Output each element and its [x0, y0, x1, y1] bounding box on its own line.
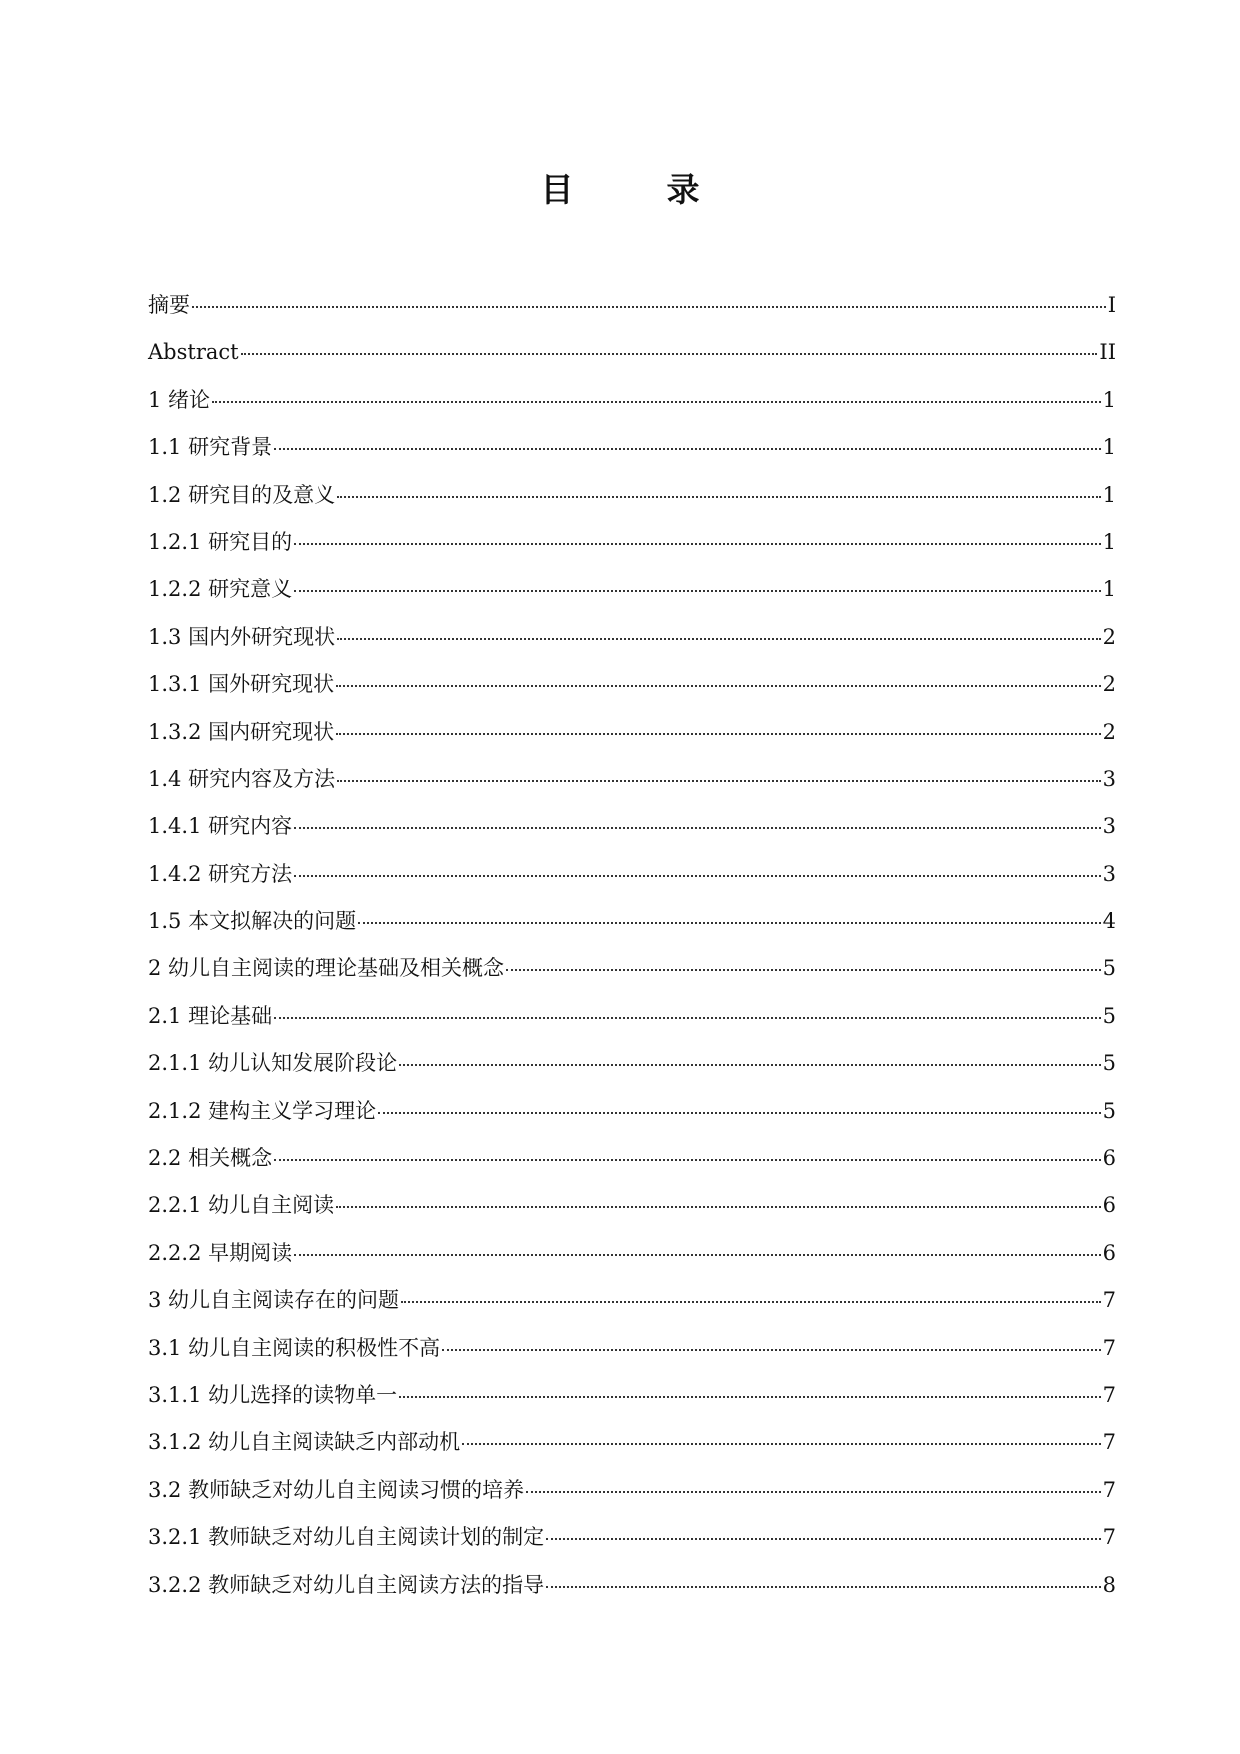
toc-dot-leader [546, 1538, 1101, 1540]
toc-entry-label: 1 绪论 [148, 387, 211, 412]
toc-entry[interactable] [148, 480, 1116, 527]
toc-entry-label: 3.1.1 幼儿选择的读物单一 [148, 1382, 398, 1407]
toc-entry-page: 6 [1102, 1193, 1116, 1218]
toc-entry-label: 2 幼儿自主阅读的理论基础及相关概念 [148, 956, 505, 981]
toc-dot-leader [546, 1586, 1101, 1588]
toc-entry-page: 1 [1102, 577, 1116, 602]
toc-entry[interactable] [148, 385, 1116, 432]
toc-dot-leader [337, 638, 1101, 640]
toc-dot-leader [442, 1349, 1101, 1351]
toc-entry-page: 1 [1102, 482, 1116, 507]
toc-entry-page: 4 [1102, 909, 1116, 934]
toc-entry[interactable] [148, 906, 1116, 953]
toc-dot-leader [294, 1254, 1101, 1256]
toc-entry-page: 1 [1102, 387, 1116, 412]
page-title: 目 录 [540, 170, 730, 209]
toc-entry-page: 1 [1102, 435, 1116, 460]
toc-entry[interactable] [148, 1048, 1116, 1095]
toc-dot-leader [337, 496, 1101, 498]
toc-dot-leader [336, 733, 1101, 735]
toc-entry[interactable] [148, 1285, 1116, 1332]
toc-entry[interactable] [148, 622, 1116, 669]
toc-entry-label: 3 幼儿自主阅读存在的问题 [148, 1288, 400, 1313]
toc-entry[interactable] [148, 432, 1116, 479]
toc-dot-leader [294, 543, 1101, 545]
toc-entry-label: 2.2.1 幼儿自主阅读 [148, 1193, 335, 1218]
toc-entry-page: 7 [1102, 1382, 1116, 1407]
toc-entry[interactable] [148, 1143, 1116, 1190]
toc-entry-label: 摘要 [148, 293, 190, 317]
toc-dot-leader [192, 306, 1106, 308]
toc-entry[interactable] [148, 953, 1116, 1000]
toc-dot-leader [241, 353, 1098, 355]
toc-dot-leader [337, 780, 1101, 782]
toc-entry-label: 3.2 教师缺乏对幼儿自主阅读习惯的培养 [148, 1477, 525, 1502]
toc-entry-page: I [1107, 293, 1116, 317]
toc-dot-leader [399, 1396, 1101, 1398]
toc-entry[interactable] [148, 1427, 1116, 1474]
toc-entry-label: 3.2.1 教师缺乏对幼儿自主阅读计划的制定 [148, 1525, 545, 1550]
toc-entry-label: 2.2.2 早期阅读 [148, 1240, 293, 1265]
toc-entry[interactable] [148, 764, 1116, 811]
toc-dot-leader [401, 1301, 1101, 1303]
toc-entry[interactable] [148, 527, 1116, 574]
toc-dot-leader [526, 1491, 1101, 1493]
toc-entry-label: 1.4 研究内容及方法 [148, 766, 336, 791]
toc-entry-page: 5 [1102, 956, 1116, 981]
toc-entry-label: 3.2.2 教师缺乏对幼儿自主阅读方法的指导 [148, 1572, 545, 1597]
toc-entry-page: 3 [1102, 861, 1116, 886]
toc-entry[interactable] [148, 337, 1116, 384]
toc-dot-leader [336, 1206, 1101, 1208]
table-of-contents [148, 290, 1116, 1617]
toc-entry[interactable] [148, 1238, 1116, 1285]
toc-entry-label: 1.5 本文拟解决的问题 [148, 909, 357, 934]
toc-entry-page: 6 [1102, 1146, 1116, 1171]
toc-entry[interactable] [148, 811, 1116, 858]
toc-dot-leader [212, 401, 1101, 403]
toc-dot-leader [294, 590, 1101, 592]
toc-entry-label: Abstract [148, 340, 239, 365]
toc-dot-leader [378, 1112, 1101, 1114]
toc-entry[interactable] [148, 1380, 1116, 1427]
toc-entry-page: 1 [1102, 529, 1116, 554]
toc-dot-leader [294, 827, 1101, 829]
toc-entry[interactable] [148, 859, 1116, 906]
toc-entry-page: 7 [1102, 1335, 1116, 1360]
toc-entry-label: 1.4.2 研究方法 [148, 861, 293, 886]
toc-entry[interactable] [148, 1522, 1116, 1569]
toc-entry-label: 1.4.1 研究内容 [148, 814, 293, 839]
toc-entry-label: 2.2 相关概念 [148, 1146, 273, 1171]
toc-entry-label: 3.1.2 幼儿自主阅读缺乏内部动机 [148, 1430, 461, 1455]
toc-entry-page: 8 [1102, 1572, 1116, 1597]
toc-entry-page: 3 [1102, 814, 1116, 839]
toc-entry-page: 6 [1102, 1240, 1116, 1265]
toc-entry-label: 1.3.1 国外研究现状 [148, 672, 335, 697]
toc-dot-leader [274, 1017, 1101, 1019]
toc-entry-label: 2.1.2 建构主义学习理论 [148, 1098, 377, 1123]
toc-entry-page: 5 [1102, 1051, 1116, 1076]
toc-entry-label: 3.1 幼儿自主阅读的积极性不高 [148, 1335, 441, 1360]
toc-entry-page: 7 [1102, 1477, 1116, 1502]
toc-entry-page: 2 [1102, 624, 1116, 649]
toc-entry-page: II [1099, 340, 1116, 365]
toc-dot-leader [274, 448, 1101, 450]
toc-entry[interactable] [148, 1190, 1116, 1237]
toc-entry[interactable] [148, 574, 1116, 621]
toc-entry-label: 1.1 研究背景 [148, 435, 273, 460]
toc-dot-leader [506, 969, 1101, 971]
toc-entry[interactable] [148, 290, 1116, 337]
toc-entry[interactable] [148, 1333, 1116, 1380]
toc-dot-leader [399, 1064, 1101, 1066]
toc-dot-leader [462, 1443, 1101, 1445]
toc-entry[interactable] [148, 1475, 1116, 1522]
toc-entry-label: 1.3 国内外研究现状 [148, 624, 336, 649]
toc-entry-page: 7 [1102, 1525, 1116, 1550]
toc-entry-label: 2.1 理论基础 [148, 1003, 273, 1028]
toc-dot-leader [358, 922, 1101, 924]
toc-entry-page: 2 [1102, 719, 1116, 744]
toc-dot-leader [274, 1159, 1101, 1161]
toc-entry-label: 1.2.2 研究意义 [148, 577, 293, 602]
toc-entry-page: 2 [1102, 672, 1116, 697]
toc-entry-page: 7 [1102, 1288, 1116, 1313]
toc-entry-label: 1.2 研究目的及意义 [148, 482, 336, 507]
toc-entry[interactable] [148, 1096, 1116, 1143]
toc-dot-leader [336, 685, 1101, 687]
toc-entry-page: 5 [1102, 1098, 1116, 1123]
toc-entry-label: 2.1.1 幼儿认知发展阶段论 [148, 1051, 398, 1076]
toc-entry-page: 3 [1102, 766, 1116, 791]
toc-entry-label: 1.2.1 研究目的 [148, 529, 293, 554]
toc-entry-page: 5 [1102, 1003, 1116, 1028]
toc-dot-leader [294, 875, 1101, 877]
toc-entry-page: 7 [1102, 1430, 1116, 1455]
toc-entry[interactable] [148, 1570, 1116, 1617]
toc-entry[interactable] [148, 717, 1116, 764]
toc-entry-label: 1.3.2 国内研究现状 [148, 719, 335, 744]
toc-entry[interactable] [148, 669, 1116, 716]
toc-entry[interactable] [148, 1001, 1116, 1048]
